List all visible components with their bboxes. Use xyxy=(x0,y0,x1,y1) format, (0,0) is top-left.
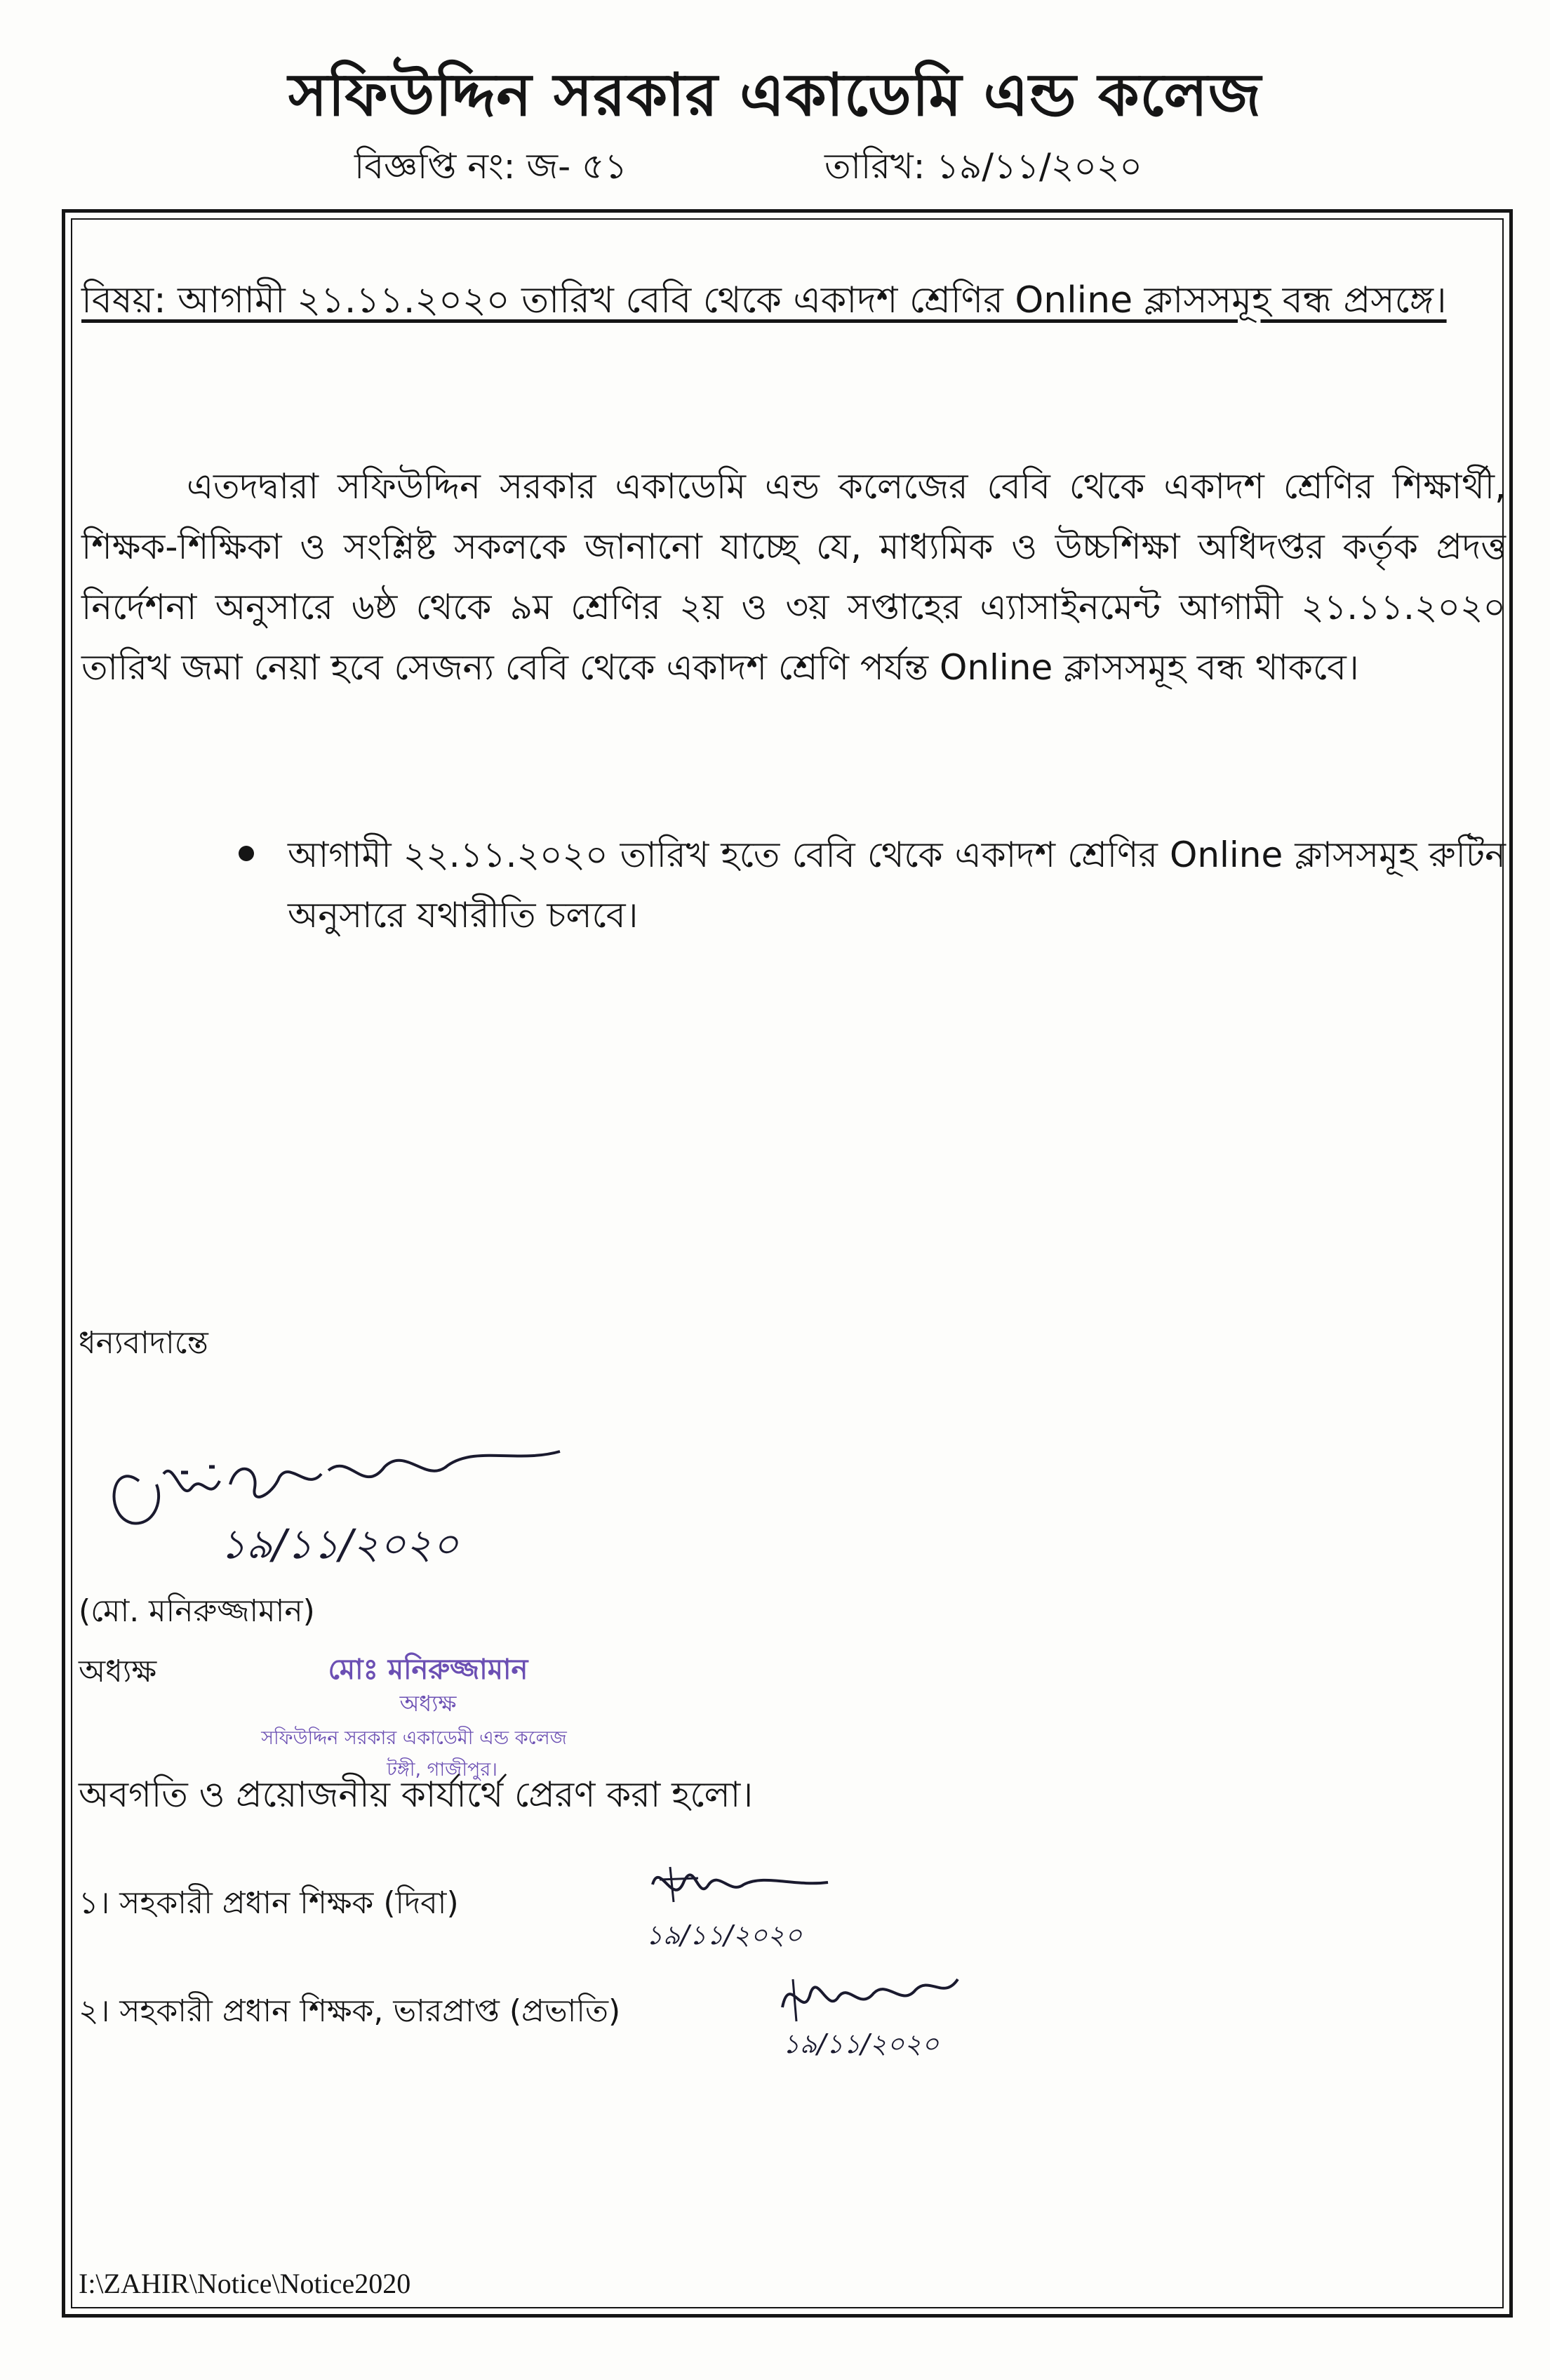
stamp-location: টঙ্গী, গাজীপুর। xyxy=(387,1759,497,1781)
stamp-title: অধ্যক্ষ xyxy=(399,1690,457,1717)
signer-title: অধ্যক্ষ xyxy=(79,1654,157,1689)
college-name: সফিউদ্দিন সরকার একাডেমি এন্ড কলেজ xyxy=(288,60,1262,129)
copy-recipient: ২। সহকারী প্রধান শিক্ষক, ভারপ্রাপ্ত (প্রভাতি) xyxy=(79,1993,621,2029)
signer-name: (মো. মনিরুজ্জামান) xyxy=(79,1593,315,1629)
notice-body: এতদদ্বারা সফিউদ্দিন সরকার একাডেমি এন্ড কলেজের বেবি থেকে একাদশ শ্রেণির শিক্ষার্থী, শিক্ষক-শিক্ষিকা ও সংশ্লিষ্ট সকলকে জানানো যাচ্ছে যে, মাধ্যমিক ও উচ্চশিক্ষা অধিদপ্তর কর্তৃক প্রদত্ত নির্দেশনা অনুসারে ৬ষ্ঠ থেকে ৯ম শ্রেণির ২য় ও ৩য় সপ্তাহের এ্যাসাইনমেন্ট আগামী ২১.১১.২০২০ তারিখ জমা নেয়া হবে সেজন্য বেবি থেকে একাদশ শ্রেণি পর্যন্ত Online ক্লাসসমূহ বন্ধ থাকবে। xyxy=(81,466,1506,688)
initial-signature-1 xyxy=(632,1853,835,1958)
stamp-name: মোঃ মনিরুজ্জামান xyxy=(328,1654,528,1686)
bullet-text: আগামী ২২.১১.২০২০ তারিখ হতে বেবি থেকে একাদশ শ্রেণির Online ক্লাসসমূহ রুটিন অনুসারে যথারীতি চলবে। xyxy=(288,835,1506,936)
principal-signature xyxy=(97,1418,574,1579)
file-path: I:\ZAHIR\Notice\Notice2020 xyxy=(79,2268,411,2299)
copies-intro: অবগতি ও প্রয়োজনীয় কার্যার্থে প্রেরণ করা হলো। xyxy=(79,1774,754,1815)
closing-thanks: ধন্যবাদান্তে xyxy=(79,1325,208,1361)
principal-stamp xyxy=(232,1642,596,1790)
copy-recipient: ১। সহকারী প্রধান শিক্ষক (দিবা) xyxy=(79,1885,459,1921)
signature-date: ১৯/১১/২০২০ xyxy=(220,1520,459,1568)
notice-date: তারিখ: ১৯/১১/২০২০ xyxy=(824,146,1142,187)
initial-signature-2 xyxy=(768,1958,1000,2063)
notice-number: বিজ্ঞপ্তি নং: জ- ৫১ xyxy=(354,146,627,187)
notice-bullet xyxy=(239,825,1506,945)
initial-date-2: ১৯/১১/২০২০ xyxy=(782,2028,940,2059)
notice-subject: বিষয়: আগামী ২১.১১.২০২০ তারিখ বেবি থেকে একাদশ শ্রেণির Online ক্লাসসমূহ বন্ধ প্রসঙ্গে। xyxy=(81,279,1447,321)
initial-date-1: ১৯/১১/২০২০ xyxy=(646,1920,803,1950)
bullet-icon xyxy=(239,846,254,861)
stamp-institution: সফিউদ্দিন সরকার একাডেমী এন্ড কলেজ xyxy=(261,1727,567,1749)
